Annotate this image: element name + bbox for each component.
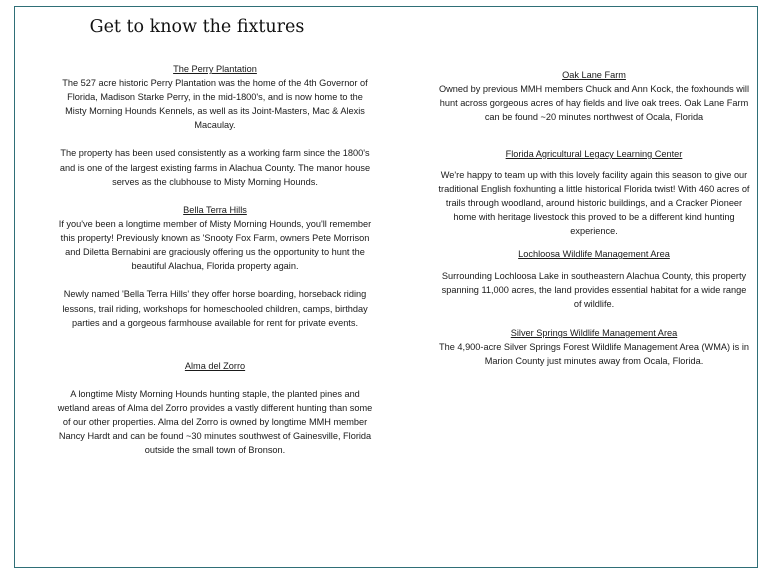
section-paragraph: We're happy to team up with this lovely facility again this season to give our traditional English foxhunting a little historical Florida twist! With 460 acres of trails through woodland, around historic buildings, and a Cracker Pioneer home with heritage livestock this proved to be a different kind hunting experience.: [438, 170, 750, 237]
section-paragraph: A longtime Misty Morning Hounds hunting staple, the planted pines and wetland areas of Alma del Zorro provides a vastly different hunting than some of our other properties. Alma del Zorro is owned by longtime MMH member Nancy Hardt and can be found ~30 minutes southwest of Gainesville, Florida outside the small town of Bronson.: [57, 389, 373, 456]
section-paragraph: The 527 acre historic Perry Plantation was the home of the 4th Governor of Florida, Madison Starke Perry, in the mid-1800's, and is now home to the Misty Morning Hounds Kennels, as well as its Joint-Masters, Mac & Alexis Macaulay.: [62, 78, 368, 131]
section-heading: Florida Agricultural Legacy Learning Center: [505, 149, 683, 159]
section-heading: The Perry Plantation: [173, 64, 257, 74]
section-lochloosa-wma: [438, 247, 750, 311]
section-heading: Bella Terra Hills: [183, 205, 247, 215]
section-heading: Silver Springs Wildlife Management Area: [510, 328, 678, 338]
section-perry-plantation: [56, 62, 374, 189]
section-paragraph: The property has been used consistently as a working farm since the 1800's and is one of the largest existing farms in Alachua County. The manor house serves as the clubhouse to Misty Morning Hounds.: [59, 148, 371, 187]
section-paragraph: Newly named 'Bella Terra Hills' they offer horse boarding, horseback riding lessons, trail riding, workshops for homeschooled children, camps, birthday parties and a gorgeous farmhouse available for rent for private events.: [62, 289, 368, 328]
page-title: Get to know the fixtures: [89, 17, 305, 37]
section-heading: Lochloosa Wildlife Management Area: [518, 249, 670, 259]
section-paragraph: Surrounding Lochloosa Lake in southeastern Alachua County, this property spanning 11,000 acres, the land provides essential habitat for a wide range of wildlife.: [441, 271, 747, 310]
section-alma-del-zorro: [56, 359, 374, 458]
section-oak-lane-farm: [438, 68, 750, 124]
section-silver-springs-wma: [438, 326, 750, 368]
section-heading: Alma del Zorro: [184, 361, 246, 371]
section-agricultural-legacy-center: [438, 147, 750, 239]
section-bella-terra-hills: [56, 203, 374, 330]
section-paragraph: The 4,900-acre Silver Springs Forest Wildlife Management Area (WMA) is in Marion County just minutes away from Ocala, Florida.: [439, 342, 749, 367]
section-paragraph: If you've been a longtime member of Misty Morning Hounds, you'll remember this property! Previously known as 'Snooty Fox Farm, owners Pete Morrison and Diletta Bernabini are graciously offering us the opportunity to hunt the beautiful Alachua, Florida property again.: [58, 219, 372, 272]
section-heading: Oak Lane Farm: [562, 70, 626, 80]
section-paragraph: Owned by previous MMH members Chuck and Ann Kock, the foxhounds will hunt across gorgeous acres of hay fields and live oak trees. Oak Lane Farm can be found ~20 minutes northwest of Ocala, Florida: [439, 84, 749, 123]
